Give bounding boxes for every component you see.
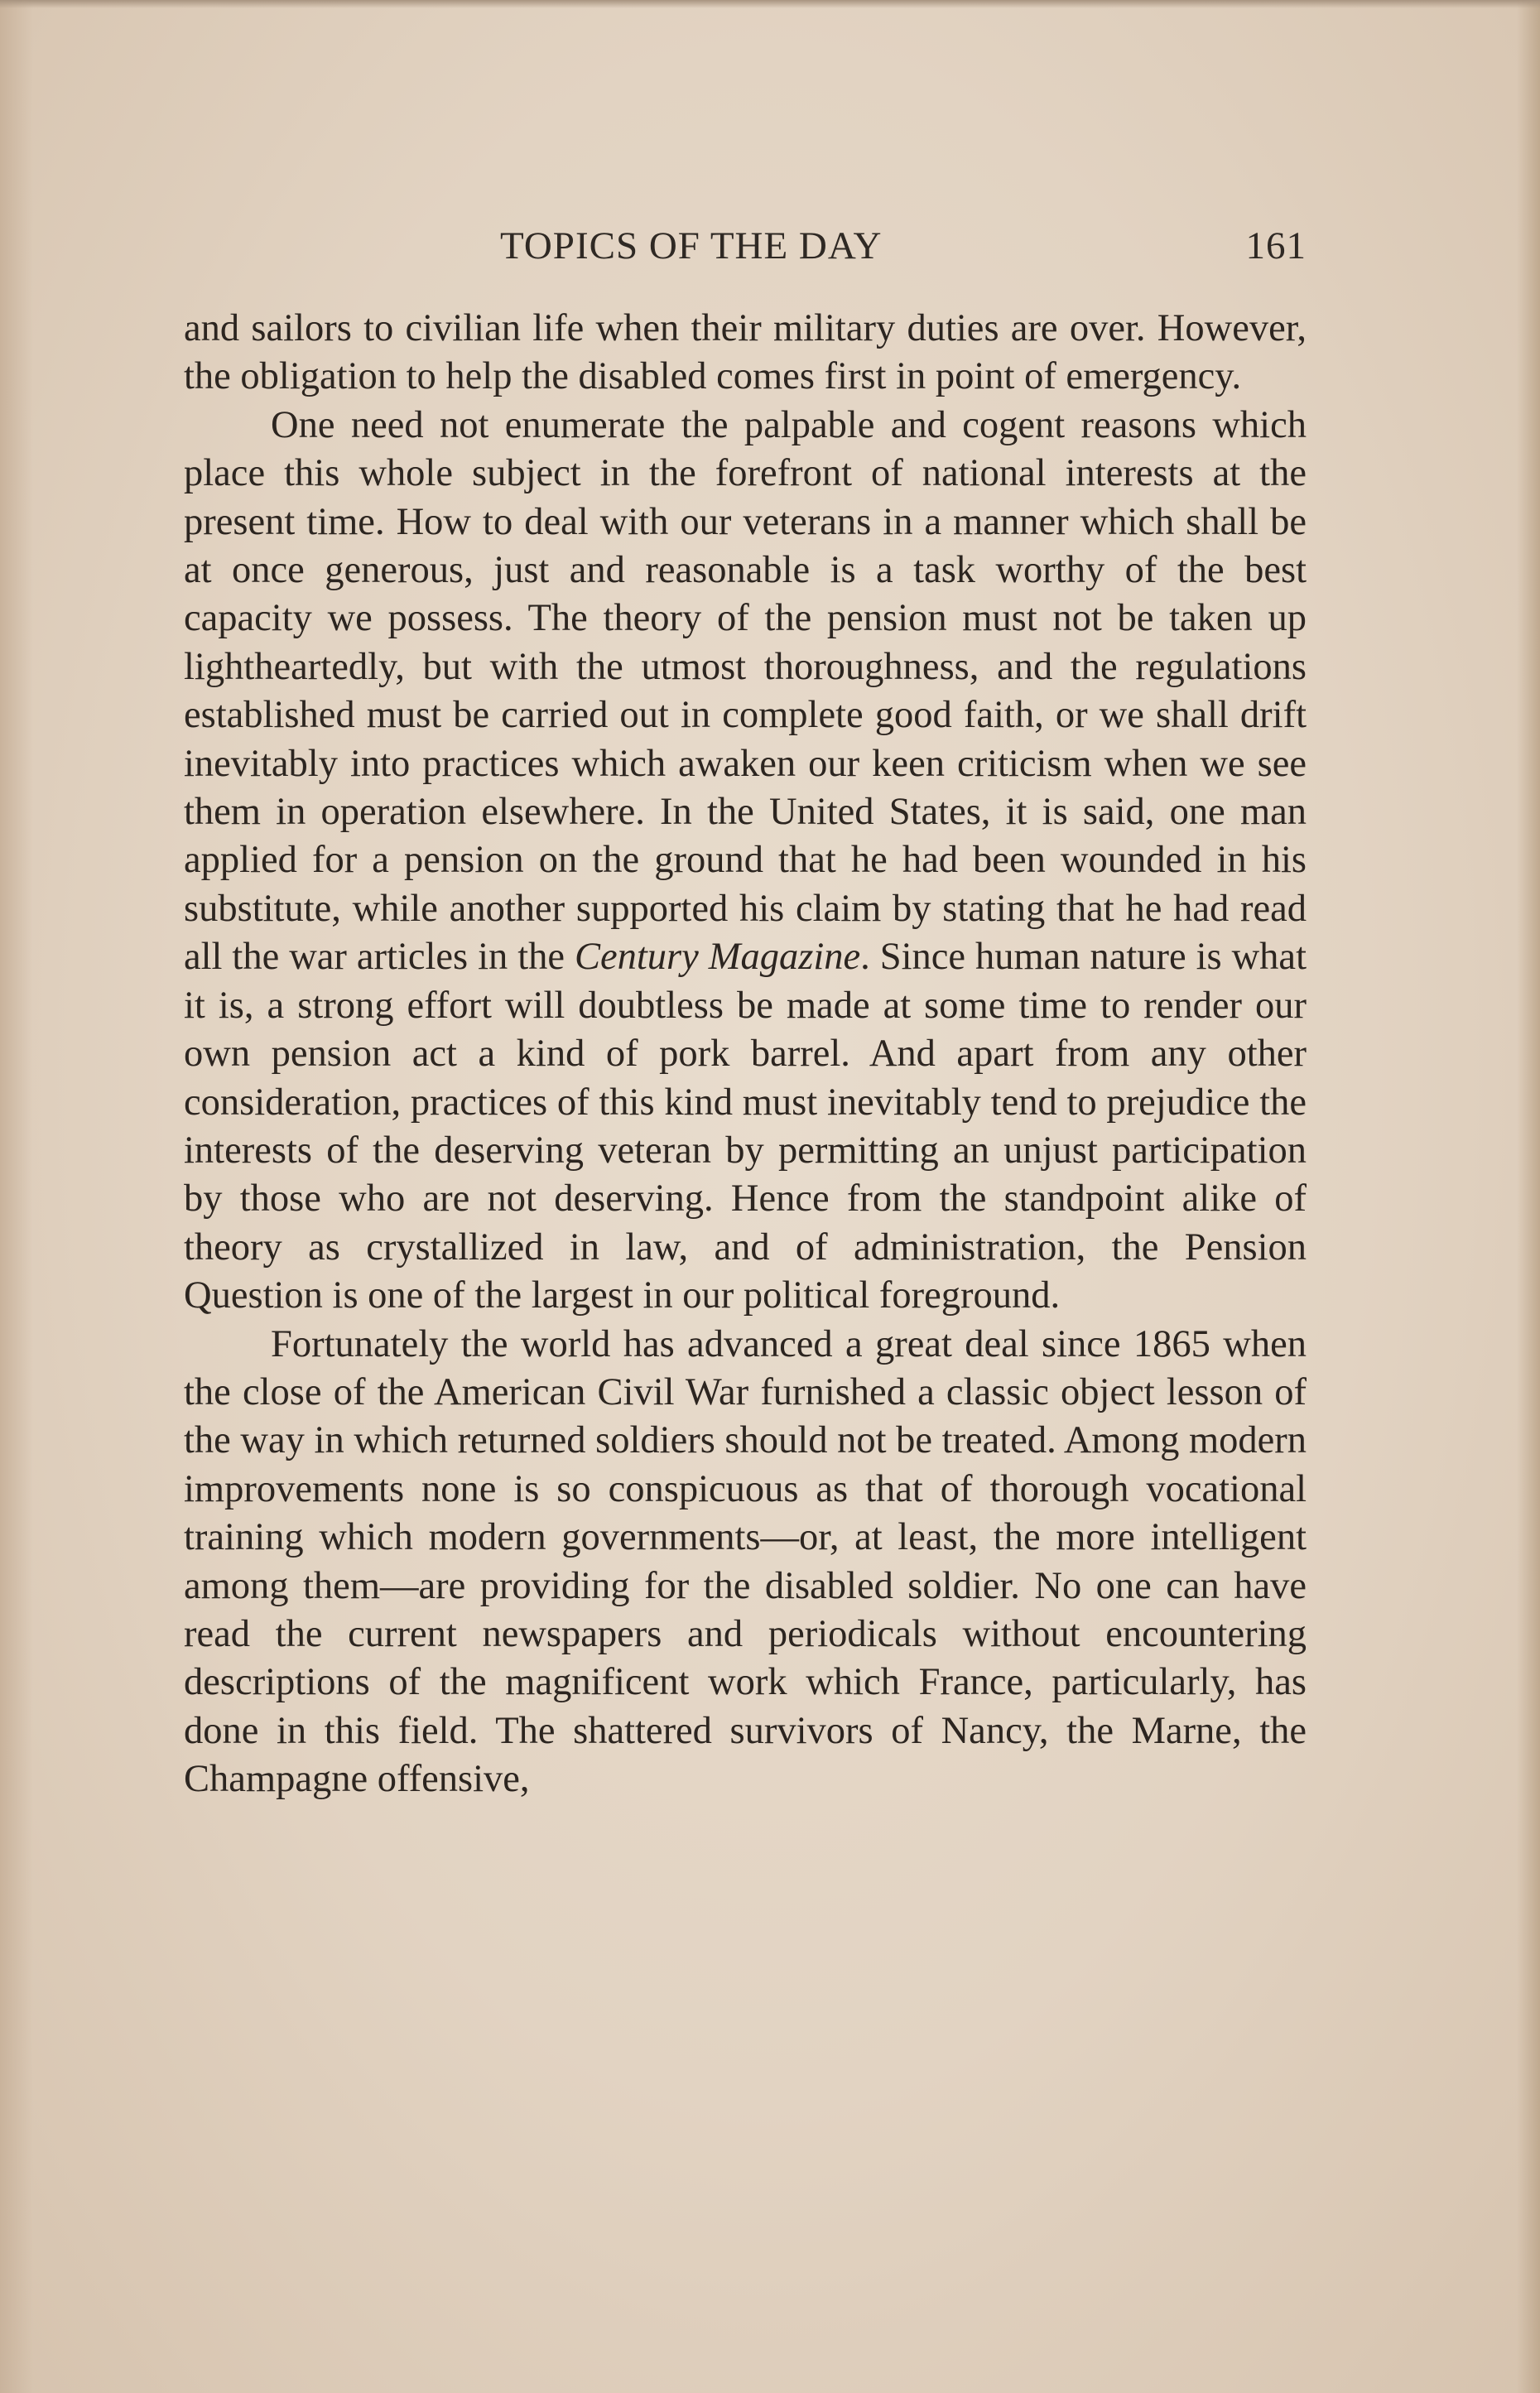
page-right-shadow [1517, 0, 1540, 2393]
page-number: 161 [1245, 224, 1307, 267]
body-text [184, 305, 1307, 1804]
page-top-shadow [0, 0, 1540, 8]
page-left-shadow [0, 0, 33, 2393]
paragraph-pension-question [184, 402, 1307, 1321]
paragraph-text: . Since human nature is what it is, a strong effort will doubtless be made at some time to render our own pension act a kind of pork barrel. And apart from any other consideration, practices of this kind must inevitably tend to prejudice the interests of the deserving veteran by permitting an unjust participation by those who are not deserving. Hence from the standpoint alike of theory as crystallized in law, and of administration, the Pension Question is one of the largest in our political foreground. [184, 936, 1307, 1317]
page-header [184, 224, 1307, 282]
paragraph-vocational-training: Fortunately the world has advanced a great deal since 1865 when the close of the American Civil War furnished a classic object lesson of the way in which returned soldiers should not be treated. Among modern improvements none is so conspicuous as that of thorough vocational training which modern governments—or, at least, the more intelligent among them—are providing for the disabled soldier. No one can have read the current newspapers and periodicals without encountering descriptions of the magnificent work which France, particularly, has done in this field. The shattered survivors of Nancy, the Marne, the Champagne offensive, [184, 1322, 1307, 1801]
paragraph-text: One need not enumerate the palpable and cogent reasons which place this whole subject in the forefront of national interests at the present time. How to deal with our veterans in a manner which shall be at once generous, just and reasonable is a task worthy of the best capacity we possess. The theory of the pension must not be taken up lightheartedly, but with the utmost thoroughness, and the regulations established must be carried out in complete good faith, or we shall drift inevitably into practices which awaken our keen criticism when we see them in operation elsewhere. In the United States, it is said, one man applied for a pension on the ground that he had been wounded in his substitute, while another supported his claim by stating that he had read all the war articles in the [184, 403, 1307, 979]
running-head: TOPICS OF THE DAY [500, 224, 883, 267]
paragraph-continuation: and sailors to civilian life when their military duties are over. However, the obligation to help the disabled comes first in point of emergency. [184, 307, 1307, 398]
italic-title: Century Magazine [574, 936, 861, 979]
